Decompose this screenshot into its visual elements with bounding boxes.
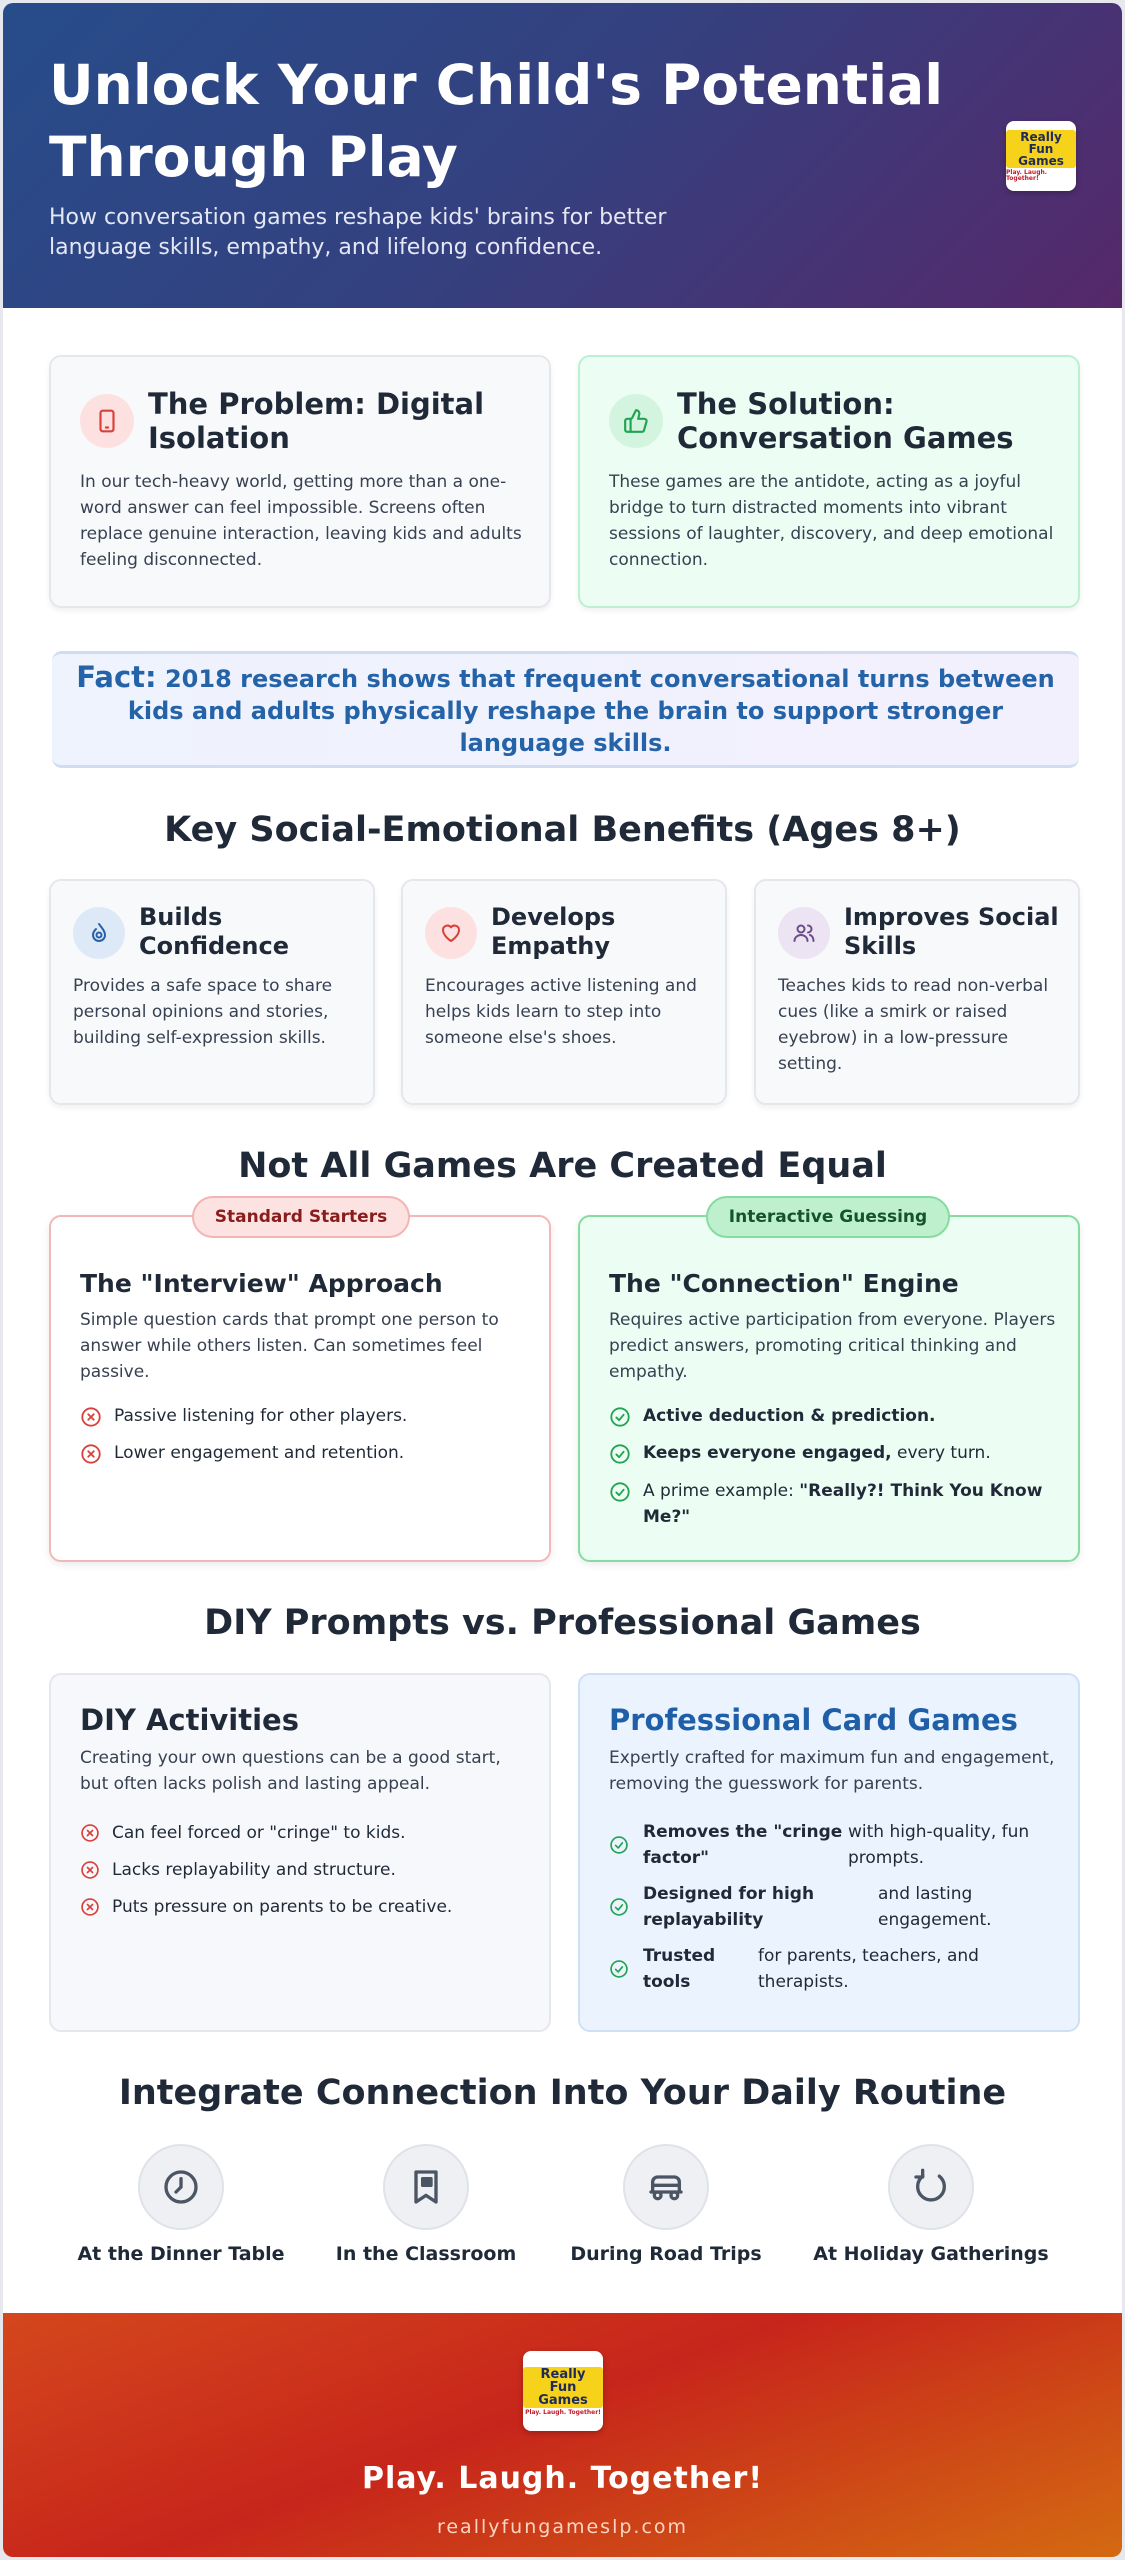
x-circle-icon xyxy=(80,1897,100,1917)
heart-icon xyxy=(425,907,477,959)
problem-title: The Problem: Digital Isolation xyxy=(148,387,485,455)
interactive-pro: A prime example: "Really?! Think You Know Me?" xyxy=(643,1481,1043,1527)
benefit-title: Builds Confidence xyxy=(139,903,290,960)
standard-desc: Simple question cards that prompt one person to answer while others listen. Can sometimes feel passive. xyxy=(80,1310,499,1382)
check-circle-icon xyxy=(609,1406,631,1428)
routine-label: During Road Trips xyxy=(570,2243,762,2265)
check-circle-icon xyxy=(609,1443,631,1465)
brand-logo xyxy=(1006,121,1076,191)
page-title: Unlock Your Child's Potential Through Play xyxy=(49,53,944,189)
routine-label: In the Classroom xyxy=(335,2243,517,2265)
comparison-title: Not All Games Are Created Equal xyxy=(238,1146,887,1186)
logo-wordmark: Really Fun Games xyxy=(1006,130,1076,168)
check-circle-icon xyxy=(609,1481,631,1503)
solution-card xyxy=(578,355,1080,608)
drop-icon xyxy=(73,907,125,959)
solution-body: These games are the antidote, acting as a joyful bridge to turn distracted moments into vibrant sessions of laughter, discovery, and deep emotional connection. xyxy=(609,472,1054,570)
footer-brand-logo xyxy=(523,2351,603,2431)
pro-card xyxy=(578,1673,1080,2032)
interactive-pro: Keeps everyone engaged, every turn. xyxy=(643,1443,991,1463)
standard-con: Lower engagement and retention. xyxy=(114,1443,405,1463)
diy-card xyxy=(49,1673,551,2032)
interactive-pro: Active deduction & prediction. xyxy=(643,1406,936,1426)
standard-title: The "Interview" Approach xyxy=(80,1269,443,1298)
benefits-title: Key Social-Emotional Benefits (Ages 8+) xyxy=(164,810,961,850)
benefit-card-confidence xyxy=(49,879,375,1105)
footer-url[interactable]: reallyfungameslp.com xyxy=(436,2516,689,2538)
check-circle-icon xyxy=(609,1897,629,1917)
pro-benefit: Trusted tools for parents, teachers, and therapists. xyxy=(643,1946,979,1992)
tablet-icon xyxy=(80,394,134,448)
interactive-title: The "Connection" Engine xyxy=(609,1269,959,1298)
interactive-guessing-card xyxy=(578,1215,1080,1562)
refresh-icon xyxy=(888,2144,974,2230)
pro-benefit: Removes the "cringe factor" with high-quality, fun prompts. xyxy=(643,1822,1030,1868)
interactive-guessing-badge: Interactive Guessing xyxy=(706,1196,950,1238)
problem-body: In our tech-heavy world, getting more than a one-word answer can feel impossible. Screens often replace genuine interaction, leaving kids and adults feeling disconnected. xyxy=(80,472,522,570)
logo-wordmark: Really Fun Games xyxy=(523,2367,603,2408)
x-circle-icon xyxy=(80,1406,102,1428)
footer xyxy=(3,2313,1122,2557)
diy-vs-pro-title: DIY Prompts vs. Professional Games xyxy=(204,1603,921,1643)
benefit-card-empathy xyxy=(401,879,727,1105)
benefit-body: Encourages active listening and helps kids learn to step into someone else's shoes. xyxy=(425,976,697,1048)
standard-starters-badge: Standard Starters xyxy=(192,1196,410,1238)
interactive-desc: Requires active participation from everyone. Players predict answers, promoting critical thinking and empathy. xyxy=(609,1310,1056,1382)
routine-title: Integrate Connection Into Your Daily Routine xyxy=(118,2073,1007,2113)
diy-con: Can feel forced or "cringe" to kids. xyxy=(112,1823,406,1843)
check-circle-icon xyxy=(609,1835,629,1855)
fact-lead: Fact: xyxy=(76,659,157,694)
logo-tagline: Play. Laugh. Together! xyxy=(525,2408,601,2416)
logo-tagline: Play. Laugh. Together! xyxy=(1006,169,1048,182)
routine-label: At the Dinner Table xyxy=(77,2243,285,2265)
benefit-body: Provides a safe space to share personal opinions and stories, building self-expression skills. xyxy=(73,976,333,1048)
benefit-body: Teaches kids to read non-verbal cues (like a smirk or raised eyebrow) in a low-pressure setting. xyxy=(778,976,1049,1074)
benefit-card-social xyxy=(754,879,1080,1105)
users-icon xyxy=(778,907,830,959)
bookmark-flag-icon xyxy=(383,2144,469,2230)
benefit-title: Improves Social Skills xyxy=(844,903,1059,960)
diy-con: Puts pressure on parents to be creative. xyxy=(112,1897,453,1917)
solution-title: The Solution: Conversation Games xyxy=(677,387,1014,455)
routine-label: At Holiday Gatherings xyxy=(813,2243,1049,2265)
check-circle-icon xyxy=(609,1959,629,1979)
clock-icon xyxy=(138,2144,224,2230)
benefit-title: Develops Empathy xyxy=(491,903,616,960)
fact-banner xyxy=(52,651,1079,768)
fact-text: 2018 research shows that frequent conversational turns between kids and adults physically reshape the brain to support stronger language skills. xyxy=(127,664,1055,757)
car-icon xyxy=(623,2144,709,2230)
problem-card xyxy=(49,355,551,608)
pro-title: Professional Card Games xyxy=(609,1703,1018,1737)
footer-tagline: Play. Laugh. Together! xyxy=(361,2461,764,2496)
thumbs-up-icon xyxy=(609,394,663,448)
x-circle-icon xyxy=(80,1443,102,1465)
pro-desc: Expertly crafted for maximum fun and engagement, removing the guesswork for parents. xyxy=(609,1748,1055,1794)
hero-header xyxy=(3,3,1122,308)
page-subtitle: How conversation games reshape kids' brains for better language skills, empathy, and lifelong confidence. xyxy=(49,205,667,260)
infographic-page xyxy=(3,3,1122,2557)
pro-benefit: Designed for high replayability and lasting engagement. xyxy=(643,1884,992,1930)
x-circle-icon xyxy=(80,1860,100,1880)
x-circle-icon xyxy=(80,1823,100,1843)
diy-desc: Creating your own questions can be a good start, but often lacks polish and lasting appeal. xyxy=(80,1748,501,1794)
standard-starters-card xyxy=(49,1215,551,1562)
standard-con: Passive listening for other players. xyxy=(114,1406,408,1426)
diy-con: Lacks replayability and structure. xyxy=(112,1860,396,1880)
diy-title: DIY Activities xyxy=(80,1703,299,1737)
